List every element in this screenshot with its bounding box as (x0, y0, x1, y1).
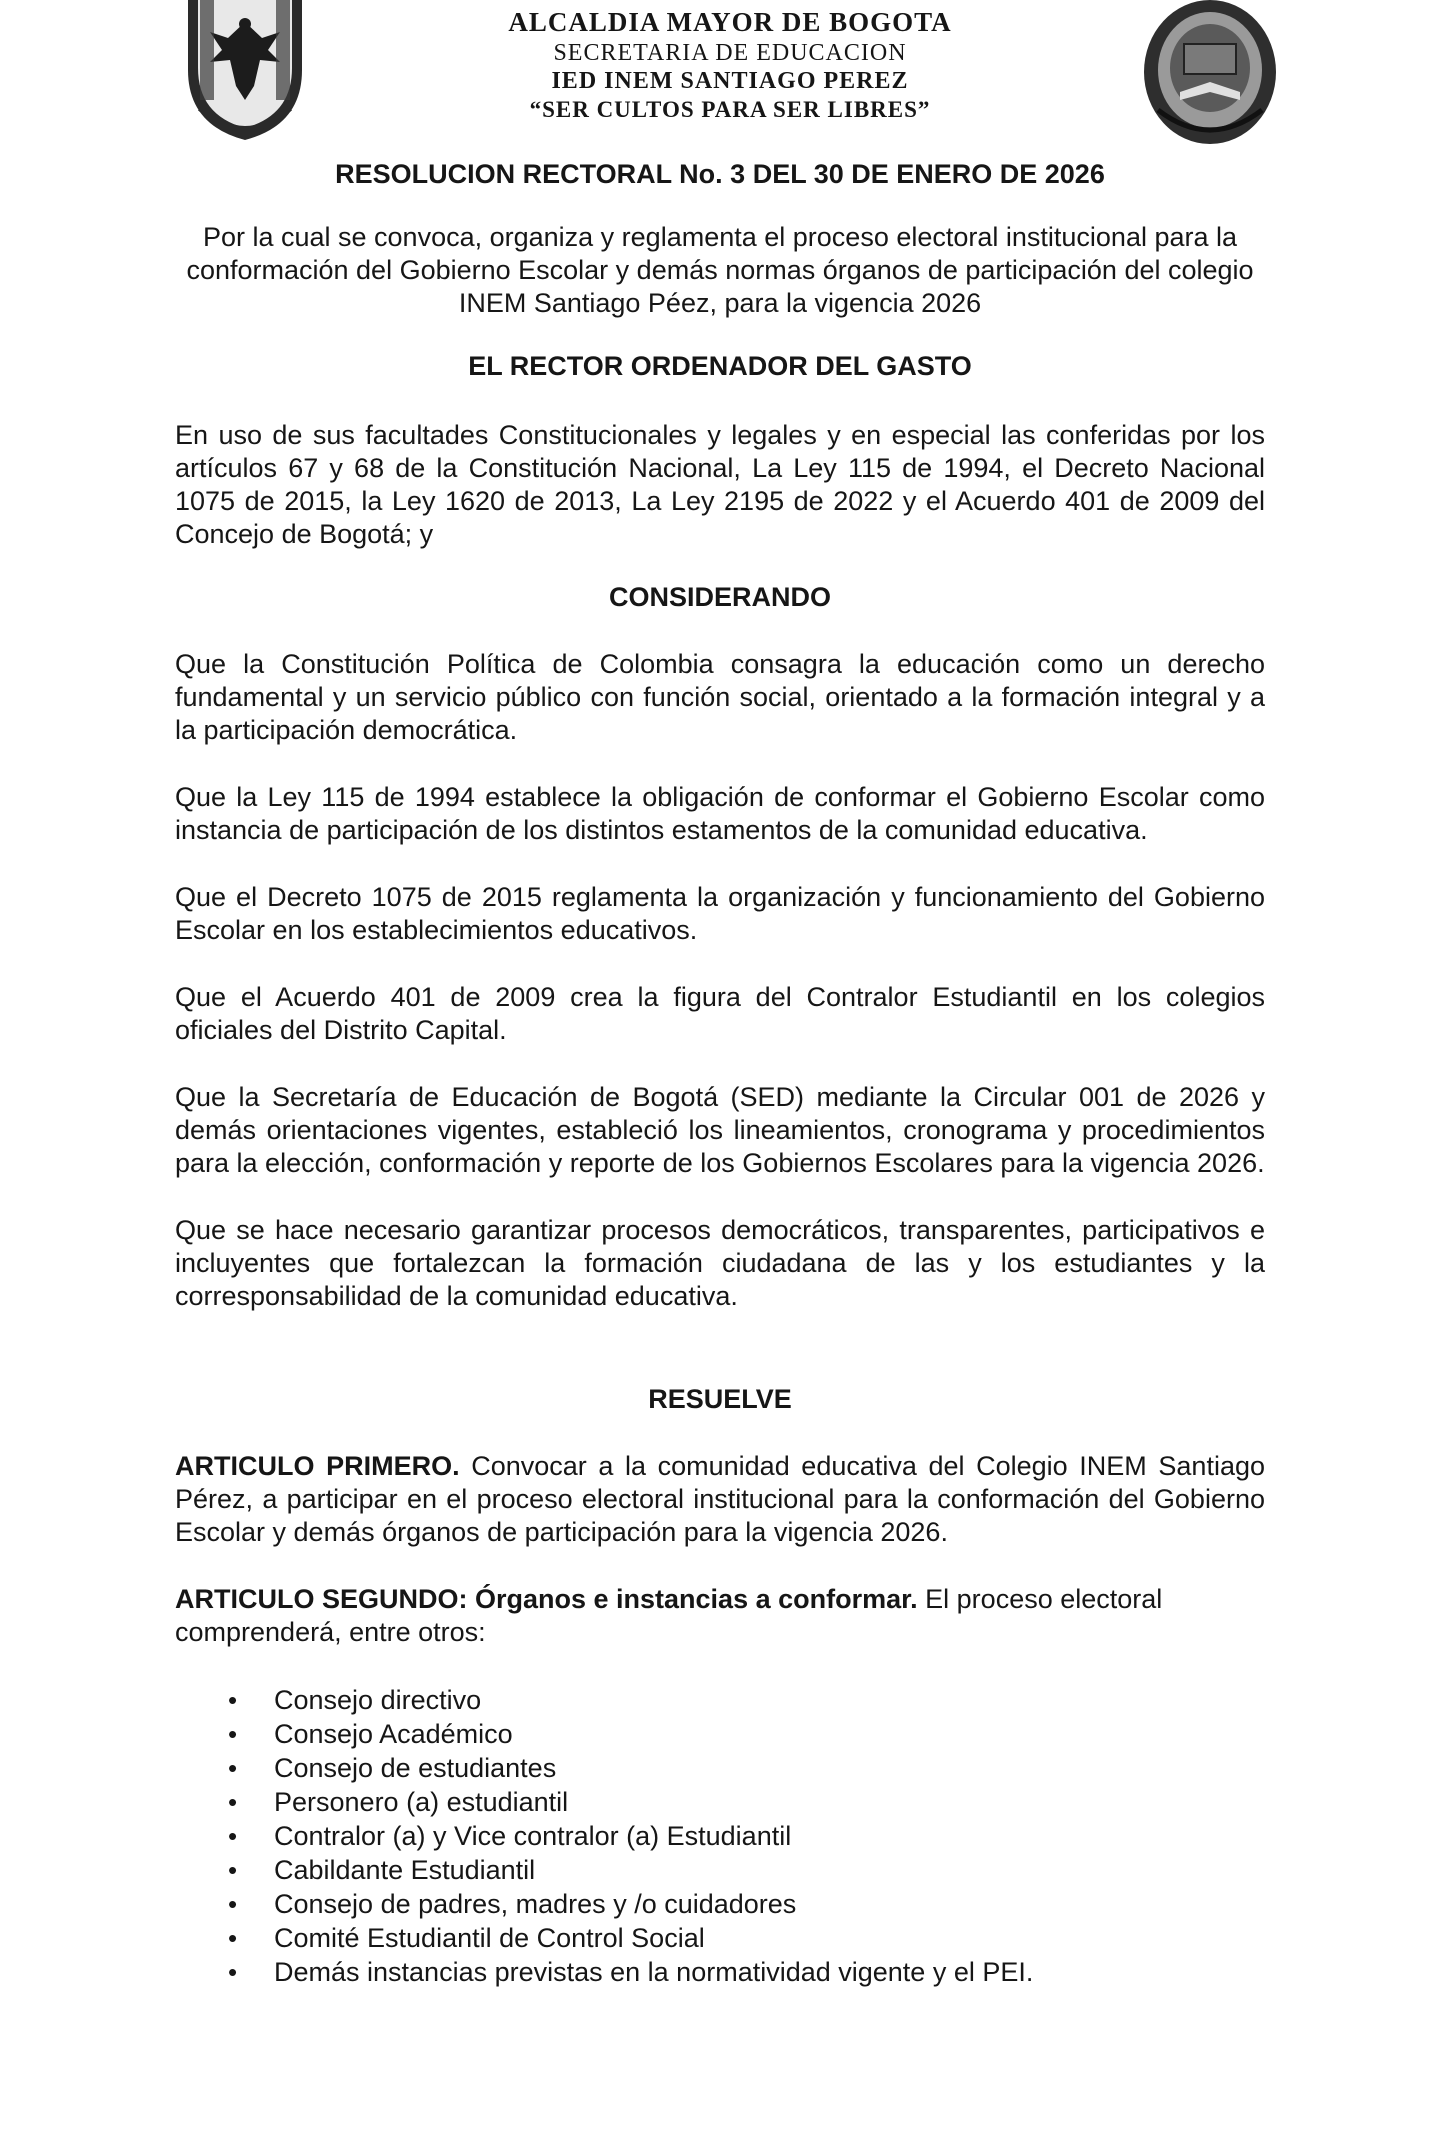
organs-list (175, 1683, 1265, 1989)
consideration-paragraph: Que la Ley 115 de 1994 establece la obligación de conformar el Gobierno Escolar como instancia de participación de los distintos estamentos de la comunidad educativa. (175, 782, 1265, 845)
consideration-paragraph: Que el Decreto 1075 de 2015 reglamenta la organización y funcionamiento del Gobierno Escolar en los establecimientos educativos. (175, 882, 1265, 945)
bogota-coat-of-arms-icon (180, 0, 310, 142)
article-first (175, 1450, 1265, 1549)
resolution-subject: Por la cual se convoca, organiza y reglamenta el proceso electoral institucional para la conformación del Gobierno Escolar y demás normas órganos de participación del colegio INEM Santiago Péez, para la vigencia 2026 (186, 222, 1254, 318)
article-second (175, 1583, 1265, 1649)
consideration-paragraph: Que el Acuerdo 401 de 2009 crea la figura del Contralor Estudiantil en los colegios oficiales del Distrito Capital. (175, 982, 1265, 1045)
resolution-title: RESOLUCION RECTORAL No. 3 DEL 30 DE ENERO DE 2026 (335, 159, 1105, 189)
list-item: • Consejo directivo (175, 1683, 1265, 1717)
consideration-paragraph: Que la Secretaría de Educación de Bogotá (SED) mediante la Circular 001 de 2026 y demás orientaciones vigentes, estableció los lineamientos, cronograma y procedimientos para la elección, conformación y reporte de los Gobiernos Escolares para la vigencia 2026. (175, 1082, 1265, 1178)
school-seal-icon (1140, 0, 1280, 150)
letterhead-line-mayoralty: ALCALDIA MAYOR DE BOGOTA (508, 7, 952, 37)
list-item: • Personero (a) estudiantil (175, 1785, 1265, 1819)
article-first-text: Convocar a la comunidad educativa del Colegio INEM Santiago Pérez, a participar en el proceso electoral institucional para la conformación del Gobierno Escolar y demás órganos de participación para la vigencia 2026. (175, 1451, 1265, 1547)
list-item: • Contralor (a) y Vice contralor (a) Estudiantil (175, 1819, 1265, 1853)
list-item: • Consejo de estudiantes (175, 1751, 1265, 1785)
article-second-text: El proceso electoral comprenderá, entre otros: (175, 1584, 1163, 1647)
list-item: • Cabildante Estudiantil (175, 1853, 1265, 1887)
article-first-label: ARTICULO PRIMERO. (175, 1451, 460, 1481)
list-item: • Consejo Académico (175, 1717, 1265, 1751)
letterhead-line-school: IED INEM SANTIAGO PEREZ (551, 68, 909, 94)
letterhead-line-motto: “SER CULTOS PARA SER LIBRES” (529, 97, 931, 122)
authority-heading: EL RECTOR ORDENADOR DEL GASTO (468, 351, 972, 381)
article-second-label: ARTICULO SEGUNDO: Órganos e instancias a conformar. (175, 1584, 918, 1614)
document-body (175, 158, 1265, 1989)
letterhead-line-secretariat: SECRETARIA DE EDUCACION (553, 40, 907, 66)
resolves-heading: RESUELVE (648, 1384, 792, 1414)
authority-text: En uso de sus facultades Constitucionales y legales y en especial las conferidas por los artículos 67 y 68 de la Constitución Nacional, La Ley 115 de 1994, el Decreto Nacional 1075 de 2015, la Ley 1620 de 2013, La Ley 2195 de 2022 y el Acuerdo 401 de 2009 del Concejo de Bogotá; y (175, 420, 1265, 549)
list-item: • Consejo de padres, madres y /o cuidadores (175, 1887, 1265, 1921)
list-item: • Demás instancias previstas en la normatividad vigente y el PEI. (175, 1955, 1265, 1989)
considering-heading: CONSIDERANDO (608, 582, 831, 612)
consideration-paragraph: Que la Constitución Política de Colombia consagra la educación como un derecho fundamental y un servicio público con función social, orientado a la formación integral y a la participación democrática. (175, 649, 1265, 745)
letterhead (330, 6, 1130, 124)
consideration-paragraph: Que se hace necesario garantizar procesos democráticos, transparentes, participativos e incluyentes que fortalezcan la formación ciudadana de las y los estudiantes y la corresponsabilidad de la comunidad educativa. (175, 1215, 1265, 1311)
list-item: • Comité Estudiantil de Control Social (175, 1921, 1265, 1955)
